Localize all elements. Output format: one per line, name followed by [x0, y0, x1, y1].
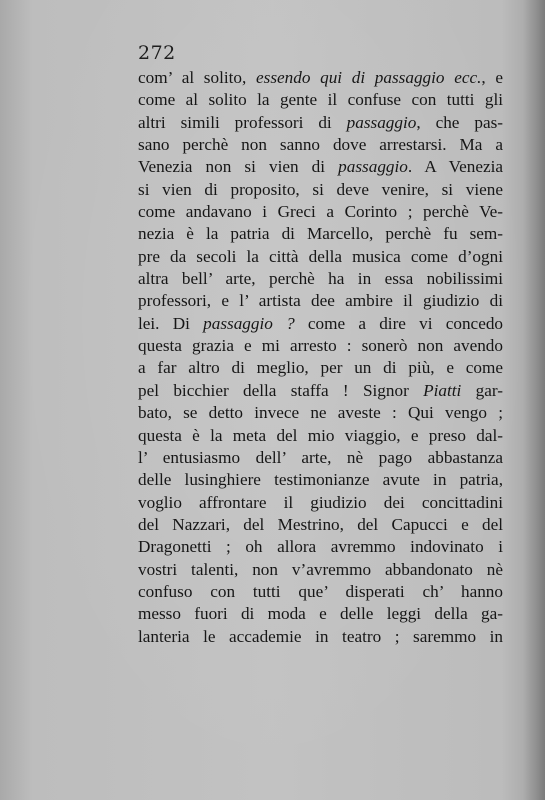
text-run: del Nazzari, del Mestrino, del Capucci e del [138, 514, 503, 534]
page-number: 272 [138, 42, 176, 64]
text-run: vostri talenti, non v’avremmo abbandonato nè [138, 559, 503, 579]
text-run: lei. Di [138, 313, 204, 333]
text-line [138, 89, 503, 111]
italic-phrase: passaggio ? [203, 313, 295, 333]
text-line [138, 469, 503, 491]
text-run: pel bicchier della staffa ! Signor [138, 380, 424, 400]
text-line [138, 156, 503, 178]
text-line [138, 335, 503, 357]
text-run: gar- [461, 380, 503, 400]
text-line [138, 357, 503, 379]
text-line [138, 313, 503, 335]
text-line [138, 134, 503, 156]
text-line [138, 112, 503, 134]
text-run: questa è la meta del mio viaggio, e preso dal- [138, 425, 503, 445]
text-run: si vien di proposito, si deve venire, si viene [138, 179, 503, 199]
text-line [138, 492, 503, 514]
text-line [138, 581, 503, 603]
text-line [138, 559, 503, 581]
text-line [138, 67, 503, 89]
text-line [138, 514, 503, 536]
text-run: altra bell’ arte, perchè ha in essa nobilissimi [138, 269, 503, 289]
text-line [138, 447, 503, 469]
italic-phrase: passaggio [338, 157, 408, 177]
text-run: , e [481, 68, 503, 87]
text-line [138, 290, 503, 312]
text-run: professori, e l’ artista dee ambire il giudizio di [138, 291, 503, 311]
text-line [138, 268, 503, 290]
page-edge-shadow [523, 0, 545, 800]
text-run: l’ entusiasmo dell’ arte, nè pago abbastanza [138, 447, 503, 467]
text-run: come al solito la gente il confuse con tutti gli [138, 90, 503, 110]
text-line [138, 179, 503, 201]
text-line [138, 380, 503, 402]
text-line [138, 201, 503, 223]
body-text [138, 67, 503, 648]
text-run: delle lusinghiere testimonianze avute in patria, [138, 470, 503, 490]
text-run: pre da secoli la città della musica come d’ogni [138, 246, 503, 266]
text-line [138, 626, 503, 648]
text-run: come a dire vi concedo [294, 313, 503, 333]
italic-phrase: passaggio [346, 112, 417, 132]
text-run: a far altro di meglio, per un di più, e come [138, 358, 503, 378]
text-run: voglio affrontare il giudizio dei concittadini [138, 492, 503, 512]
text-run: lanteria le accademie in teatro ; saremmo in [138, 626, 503, 646]
text-run: messo fuori di moda e delle leggi della ga- [138, 604, 503, 624]
text-line [138, 402, 503, 424]
text-line [138, 223, 503, 245]
text-run: . A Venezia [407, 157, 503, 177]
text-line [138, 246, 503, 268]
text-line [138, 536, 503, 558]
text-run: Dragonetti ; oh allora avremmo indovinato i [138, 537, 503, 557]
italic-phrase: Piatti [423, 380, 462, 400]
text-run: come andavano i Greci a Corinto ; perchè Ve- [138, 202, 503, 222]
text-run: , che pas- [416, 112, 503, 132]
text-run: com’ al solito, [138, 68, 256, 87]
text-run: bato, se detto invece ne aveste : Qui vengo ; [138, 403, 503, 423]
text-run: nezia è la patria di Marcello, perchè fu sem- [138, 224, 503, 244]
text-run: sano perchè non sanno dove arrestarsi. Ma a [138, 135, 503, 155]
text-line [138, 425, 503, 447]
text-run: altri simili professori di [138, 112, 347, 132]
italic-phrase: essendo qui di passaggio ecc. [256, 68, 482, 87]
text-run: confuso con tutti que’ disperati ch’ hanno [138, 581, 503, 601]
text-run: Venezia non si vien di [138, 157, 339, 177]
text-line [138, 603, 503, 625]
text-run: questa grazia e mi arresto : sonerò non avendo [138, 336, 503, 356]
